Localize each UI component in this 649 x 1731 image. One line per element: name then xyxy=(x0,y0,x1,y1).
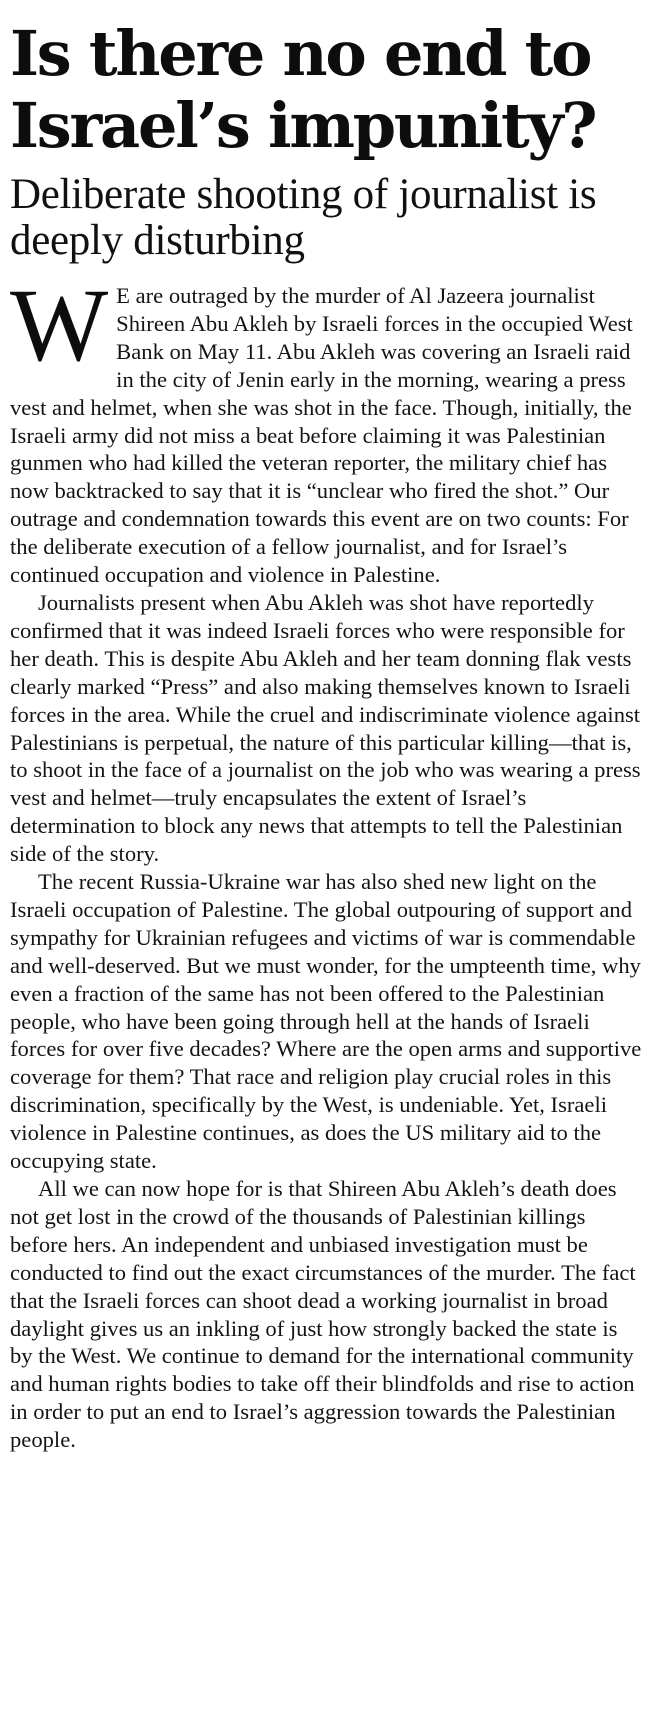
paragraph-4: All we can now hope for is that Shireen Abu Akleh’s death does not get lost in the crowd of the thousands of Palestinian killings before hers. An independent and unbiased investigation must be conducted to find out the exact circumstances of the murder. The fact that the Israeli forces can shoot dead a working journalist in broad daylight gives us an inkling of just how strongly backed the state is by the West. We continue to demand for the international community and human rights bodies to take off their blindfolds and rise to action in order to put an end to Israel’s aggression towards the Palestinian people. xyxy=(10,1176,636,1453)
editorial-article xyxy=(10,18,642,1454)
article-body xyxy=(10,268,642,1454)
drop-cap: W xyxy=(10,268,109,383)
subheadline: Deliberate shooting of journalist is deeply disturbing xyxy=(10,171,597,264)
paragraph-2: Journalists present when Abu Akleh was shot have reportedly confirmed that it was indeed Israeli forces who were responsible for her death. This is despite Abu Akleh and her team donning flak vests clearly marked “Press” and also making themselves known to Israeli forces in the area. While the cruel and indiscriminate violence against Palestinians is perpetual, the nature of this particular killing—that is, to shoot in the face of a journalist on the job who was wearing a press vest and helmet—truly encapsulates the extent of Israel’s determination to block any news that attempts to tell the Palestinian side of the story. xyxy=(10,589,641,867)
paragraph-3: The recent Russia-Ukraine war has also shed new light on the Israeli occupation of Palestine. The global outpouring of support and sympathy for Ukrainian refugees and victims of war is commendable and well-deserved. But we must wonder, for the umpteenth time, why even a fraction of the same has not been offered to the Palestinian people, who have been going through hell at the hands of Israeli forces for over five decades? Where are the open arms and supportive coverage for them? That race and religion play crucial roles in this discrimination, specifically by the West, is undeniable. Yet, Israeli violence in Palestine continues, as does the US military aid to the occupying state. xyxy=(10,869,642,1174)
paragraph-1 xyxy=(10,268,642,589)
paragraph-1-text: E are outraged by the murder of Al Jazeera journalist Shireen Abu Akleh by Israeli forces in the occupied West Bank on May 11. Abu Akleh was covering an Israeli raid in the city of Jenin early in the morning, wearing a press vest and helmet, when she was shot in the face. Though, initially, the Israeli army did not miss a beat before claiming it was Palestinian gunmen who had killed the veteran reporter, the military chief has now backtracked to say that it is “unclear who fired the shot.” Our outrage and condemnation towards this event are on two counts: For the deliberate execution of a fellow journalist, and for Israel’s continued occupation and violence in Palestine. xyxy=(10,283,633,588)
headline: Is there no end to Israel’s impunity? xyxy=(10,17,596,162)
